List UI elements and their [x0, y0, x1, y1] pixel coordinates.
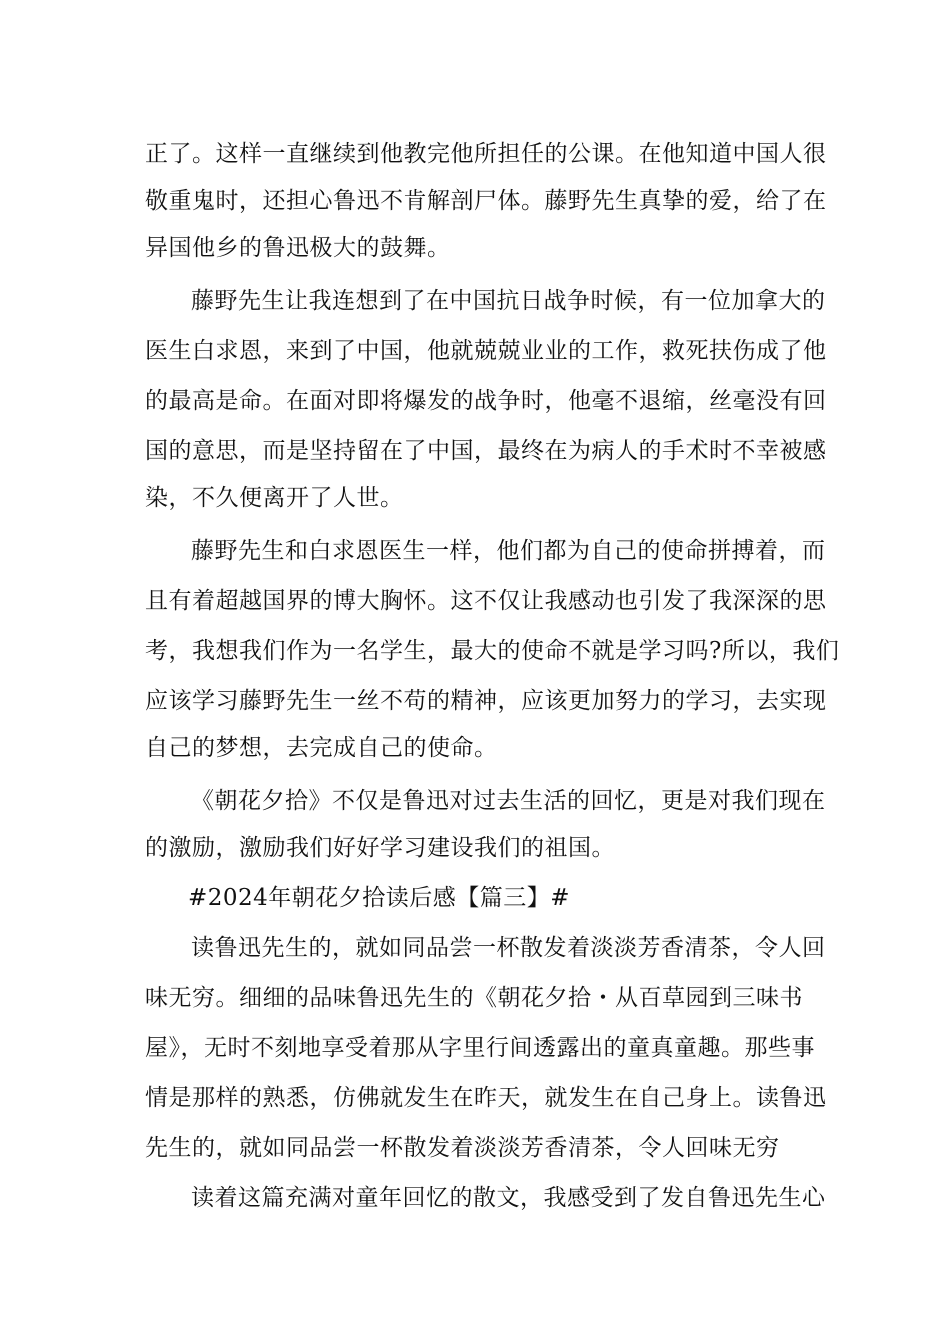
paragraph-first-line: 读着这篇充满对童年回忆的散文，我感受到了发自鲁迅先生心	[191, 1185, 826, 1211]
section-heading: #2024年朝花夕拾读后感【篇三】#	[188, 885, 571, 911]
text-line: 染，不久便离开了人世。	[145, 485, 404, 511]
text-line: 自己的梦想，去完成自己的使命。	[145, 735, 498, 761]
paragraph-first-line: 藤野先生让我连想到了在中国抗日战争时候，有一位加拿大的	[191, 288, 826, 314]
paragraph-first-line: 《朝花夕拾》不仅是鲁迅对过去生活的回忆，更是对我们现在	[191, 788, 826, 814]
text-line: 应该学习藤野先生一丝不苟的精神，应该更加努力的学习，去实现	[145, 688, 827, 714]
text-line: 考，我想我们作为一名学生，最大的使命不就是学习吗?所以，我们	[145, 638, 840, 664]
text-line: 先生的，就如同品尝一杯散发着淡淡芳香清茶，令人回味无穷	[145, 1135, 780, 1161]
text-line: 异国他乡的鲁迅极大的鼓舞。	[145, 235, 451, 261]
text-line: 的最高是命。在面对即将爆发的战争时，他毫不退缩，丝毫没有回	[145, 388, 827, 414]
text-line: 敬重鬼时，还担心鲁迅不肯解剖尸体。藤野先生真挚的爱，给了在	[145, 188, 827, 214]
paragraph-first-line: 藤野先生和白求恩医生一样，他们都为自己的使命拼搏着，而	[191, 538, 826, 564]
text-line: 的激励，激励我们好好学习建设我们的祖国。	[145, 835, 615, 861]
text-line: 医生白求恩，来到了中国，他就兢兢业业的工作，救死扶伤成了他	[145, 338, 827, 364]
text-line: 情是那样的熟悉，仿佛就发生在昨天，就发生在自己身上。读鲁迅	[145, 1085, 827, 1111]
text-line: 味无穷。细细的品味鲁迅先生的《朝花夕拾・从百草园到三味书	[145, 985, 803, 1011]
paragraph-first-line: 读鲁迅先生的，就如同品尝一杯散发着淡淡芳香清茶，令人回	[191, 935, 826, 961]
text-line: 国的意思，而是坚持留在了中国，最终在为病人的手术时不幸被感	[145, 438, 827, 464]
text-line: 屋》，无时不刻地享受着那从字里行间透露出的童真童趣。那些事	[145, 1035, 815, 1061]
text-line: 正了。这样一直继续到他教完他所担任的公课。在他知道中国人很	[145, 141, 827, 167]
text-line: 且有着超越国界的博大胸怀。这不仅让我感动也引发了我深深的思	[145, 588, 827, 614]
